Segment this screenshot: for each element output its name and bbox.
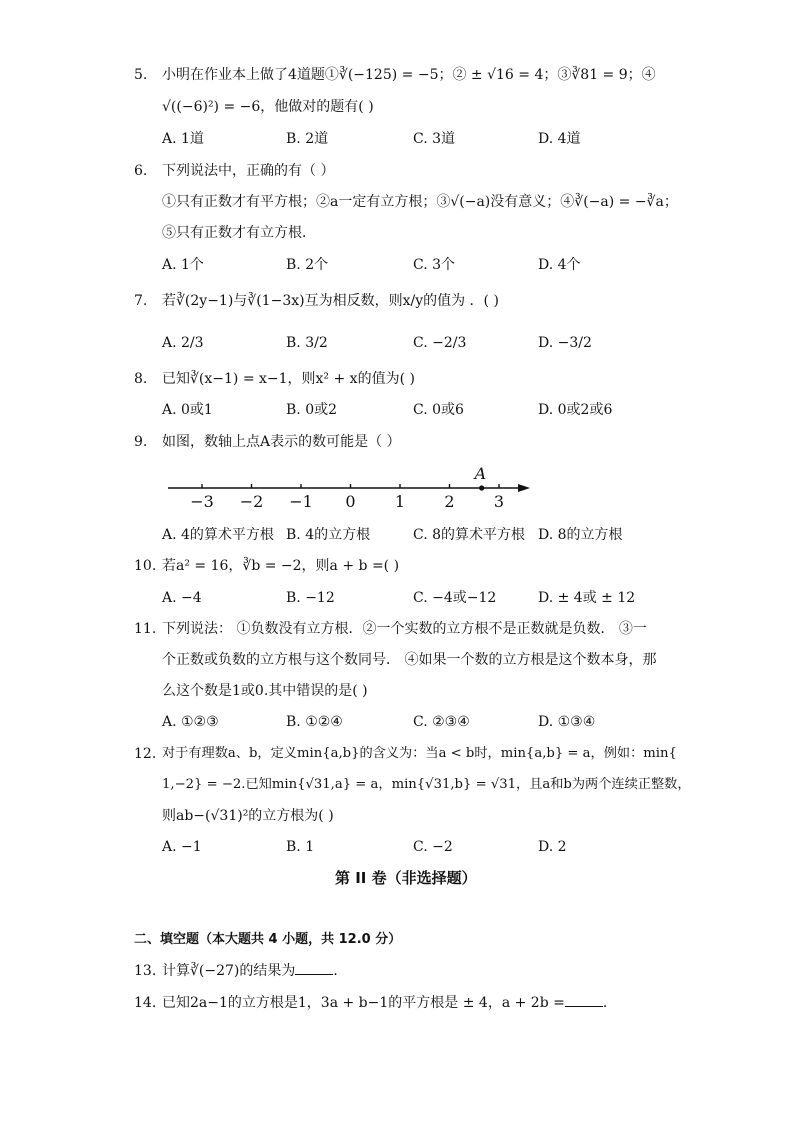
option-c: C. −4或−12 [413, 590, 497, 606]
question-text [162, 962, 347, 980]
option-d: D. 8的立方根 [538, 527, 623, 543]
option-a: A. 4的算术平方根 [162, 527, 274, 543]
question-number: 11. [134, 621, 157, 637]
option-d: D. −3/2 [538, 335, 592, 351]
question-text: 若a² = 16，∛b = −2，则a + b =( ) [162, 558, 400, 574]
option-b: B. 2道 [286, 131, 329, 147]
question-number: 7. [134, 293, 148, 309]
question-text [162, 994, 617, 1012]
option-a: A. 0或1 [162, 402, 213, 418]
number-line-tick-label: 1 [394, 492, 406, 511]
option-b: B. 2个 [286, 257, 329, 273]
question-text: 下列说法中，正确的有（ ） [162, 163, 335, 179]
answer-blank [565, 994, 603, 1007]
question-number: 13. [134, 963, 157, 979]
option-d: D. 4道 [538, 131, 581, 147]
point-a-dot [479, 485, 484, 490]
question-body: 已知2a−1的立方根是1，3a + b−1的平方根是 ± 4，a + 2b = [162, 995, 565, 1011]
number-line-tick-label: −3 [190, 492, 214, 511]
question-text: 若∛(2y−1)与∛(1−3x)互为相反数，则x/y的值为 ．( ) [162, 293, 499, 309]
question-number: 10. [134, 558, 157, 574]
question-text: 下列说法： ①负数没有立方根．②一个实数的立方根不是正数就是负数． ③一 [162, 621, 647, 637]
option-b: B. −12 [286, 590, 335, 606]
question-text: 已知∛(x−1) = x−1，则x² + x的值为( ) [162, 371, 415, 387]
question-body: 计算∛(−27)的结果为 [162, 963, 296, 979]
option-c: C. 8的算术平方根 [413, 527, 526, 543]
option-c: C. 3个 [413, 257, 456, 273]
part-title: 第 II 卷（非选择题） [335, 869, 477, 887]
number-line-arrow [518, 484, 530, 492]
question-number: 9. [134, 434, 148, 450]
question-text: √((−6)²) = −6，他做对的题有( ) [162, 99, 374, 115]
option-a: A. 1道 [162, 131, 204, 147]
question-text: 个正数或负数的立方根与这个数同号． ④如果一个数的立方根是这个数本身，那 [162, 652, 657, 668]
question-number: 14. [134, 995, 157, 1011]
question-text: 小明在作业本上做了4道题①∛(−125) = −5；② ± √16 = 4；③∛81 = 9；④ [162, 67, 656, 83]
question-number: 5. [134, 67, 148, 83]
question-text: 则ab−(√31)²的立方根为( ) [162, 808, 334, 824]
number-line [160, 458, 540, 514]
number-line-tick-label: −2 [239, 492, 264, 511]
question-text: 么这个数是1或0.其中错误的是( ) [162, 683, 368, 699]
option-d: D. ± 4或 ± 12 [538, 590, 636, 606]
option-d: D. ①③④ [538, 714, 596, 730]
question-text: 如图，数轴上点A表示的数可能是（ ） [162, 434, 401, 450]
question-text: 1,−2} = −2.已知min{√31,a} = a，min{√31,b} = √31，且a和b为两个连续正整数， [162, 777, 691, 792]
question-number: 6. [134, 163, 148, 179]
number-line-tick-label: −1 [289, 492, 313, 511]
question-text: ①只有正数才有平方根；②a一定有立方根；③√(−a)没有意义；④∛(−a) = −∛a； [162, 194, 678, 210]
option-a: A. −1 [162, 839, 202, 855]
option-a: A. 1个 [162, 257, 204, 273]
option-b: B. 1 [286, 839, 315, 855]
number-line-tick-label: 3 [493, 492, 505, 511]
question-tail: ． [602, 995, 617, 1011]
question-number: 8. [134, 371, 148, 387]
option-a: A. 2/3 [162, 335, 204, 351]
number-line-tick-label: 0 [345, 492, 356, 511]
number-line-tick-label: 2 [444, 492, 455, 511]
option-d: D. 0或2或6 [538, 402, 613, 418]
section-title: 二、填空题（本大题共 4 小题，共 12.0 分） [134, 932, 402, 947]
option-c: C. 0或6 [413, 402, 464, 418]
option-d: D. 2 [538, 839, 567, 855]
option-a: A. ①②③ [162, 714, 219, 730]
option-b: B. 4的立方根 [286, 527, 371, 543]
option-c: C. ②③④ [413, 714, 470, 730]
question-text: 对于有理数a、b，定义min{a,b}的含义为：当a < b时，min{a,b} = a，例如：min{ [162, 746, 677, 761]
point-a-label: A [474, 464, 487, 483]
option-b: B. 0或2 [286, 402, 338, 418]
option-b: B. ①②④ [286, 714, 343, 730]
option-b: B. 3/2 [286, 335, 328, 351]
option-a: A. −4 [162, 590, 202, 606]
option-d: D. 4个 [538, 257, 581, 273]
question-number: 12. [134, 746, 157, 762]
option-c: C. 3道 [413, 131, 456, 147]
option-c: C. −2 [413, 839, 453, 855]
question-tail: ． [333, 963, 348, 979]
option-c: C. −2/3 [413, 335, 467, 351]
question-text: ⑤只有正数才有立方根． [162, 225, 316, 241]
answer-blank [295, 962, 333, 975]
